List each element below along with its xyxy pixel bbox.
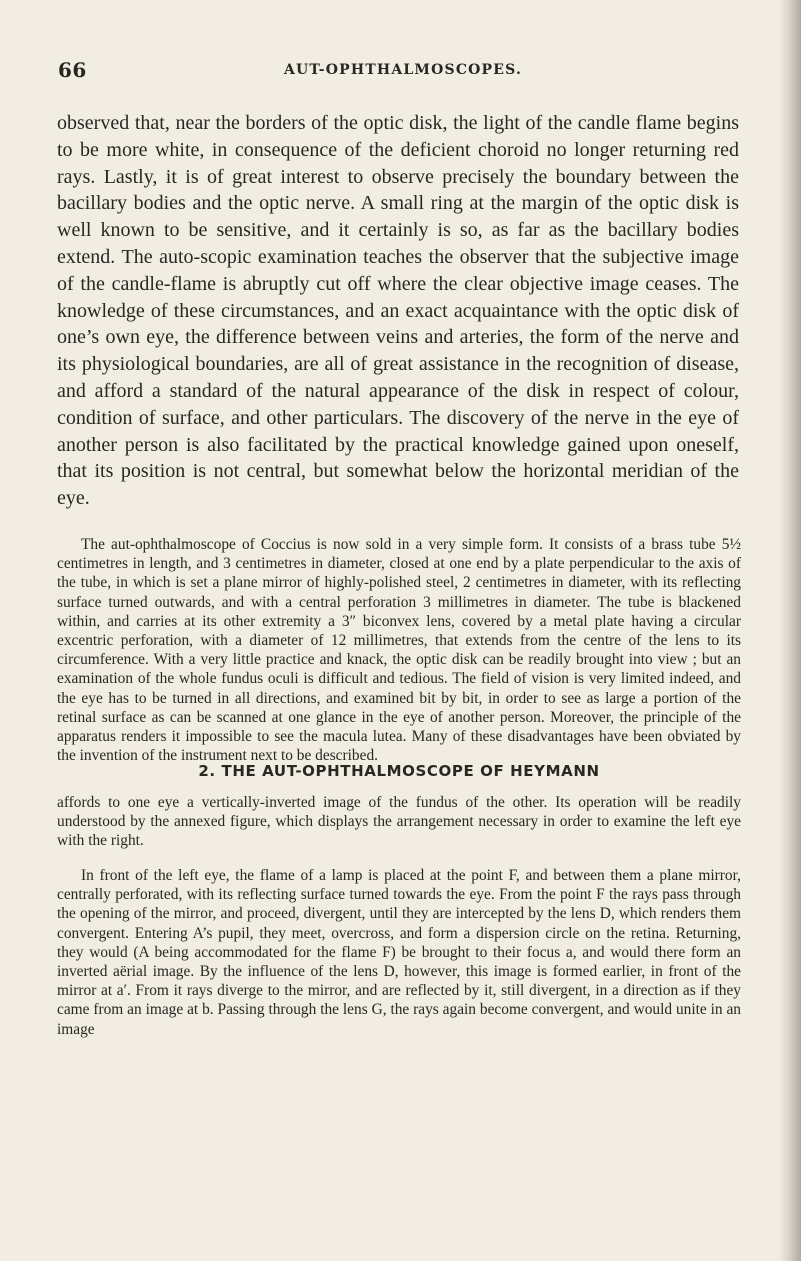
heymann-intro-paragraph: affords to one eye a vertically-inverted image of the fundus of the other. Its operation will be readily understood by the annexed figure, which displays the arrangement necessary in order to examine the left eye with the right. <box>57 794 741 850</box>
page-header <box>58 58 748 98</box>
coccius-paragraph: The aut-ophthalmoscope of Coccius is now sold in a very simple form. It consists of a brass tube 5½ centimetres in length, and 3 centimetres in diameter, closed at one end by a plate perpendicular to the axis of the tube, in which is set a plane mirror of highly-polished steel, 2 centimetres in diameter, with its reflecting surface turned outwards, and with a central perforation 3 millimetres in diameter. The tube is blackened within, and carries at its other extremity a 3″ biconvex lens, covered by a metal plate having a circular excentric perforation, with a diameter of 12 millimetres, that extends from the centre of the lens to its circumference. With a very little practice and knack, the optic disk can be readily brought into view ; but an examination of the whole fundus oculi is difficult and tedious. The field of vision is very limited indeed, and the eye has to be turned in all directions, and examined bit by bit, in order to see as large a portion of the retinal surface as can be scanned at one glance in the eye of another person. Moreover, the principle of the apparatus renders it impossible to see the macula lutea. Many of these disadvantages have been obviated by the invention of the instrument next to be described. <box>57 536 741 765</box>
page-number: 66 <box>58 58 87 82</box>
section-heading: 2. THE AUT-OPHTHALMOSCOPE OF HEYMANN <box>198 762 600 780</box>
running-head: AUT-OPHTHALMOSCOPES. <box>283 62 523 78</box>
main-paragraph: observed that, near the borders of the optic disk, the light of the candle flame begins to be more white, in consequence of the deficient choroid no longer returning red rays. Lastly, it is of great interest to observe precisely the boundary between the bacillary bodies and the optic nerve. A small ring at the margin of the optic disk is well known to be sensitive, and it certainly is so, as far as the bacillary bodies extend. The auto-scopic examination teaches the observer that the subjective image of the candle-flame is abruptly cut off where the clear objective image ceases. The knowledge of these circumstances, and an exact acquaintance with the optic disk of one’s own eye, the difference between veins and arteries, the form of the nerve and its physiological boundaries, are all of great assistance in the recognition of disease, and afford a standard of the natural appearance of the disk in respect of colour, condition of surface, and other particulars. The discovery of the nerve in the eye of another person is also facilitated by the practical knowledge gained upon oneself, that its position is not central, but somewhat below the horizontal meridian of the eye. <box>57 112 739 510</box>
page-edge-shadow <box>779 0 801 1261</box>
heymann-description-paragraph: In front of the left eye, the flame of a lamp is placed at the point F, and between them a plane mirror, centrally perforated, with its reflecting surface turned towards the eye. From the point F the rays pass through the opening of the mirror, and proceed, divergent, until they are intercepted by the lens D, which renders them convergent. Entering A’s pupil, they meet, overcross, and form a dispersion circle on the retina. Returning, they would (A being accommodated for the flame F) be brought to their focus a, and would there form an inverted aërial image. By the influence of the lens D, however, this image is formed earlier, in front of the mirror at a′. From it rays diverge to the mirror, and are reflected by it, still divergent, in a direction as if they came from an image at b. Passing through the lens G, the rays again become convergent, and would unite in an image <box>57 867 741 1038</box>
